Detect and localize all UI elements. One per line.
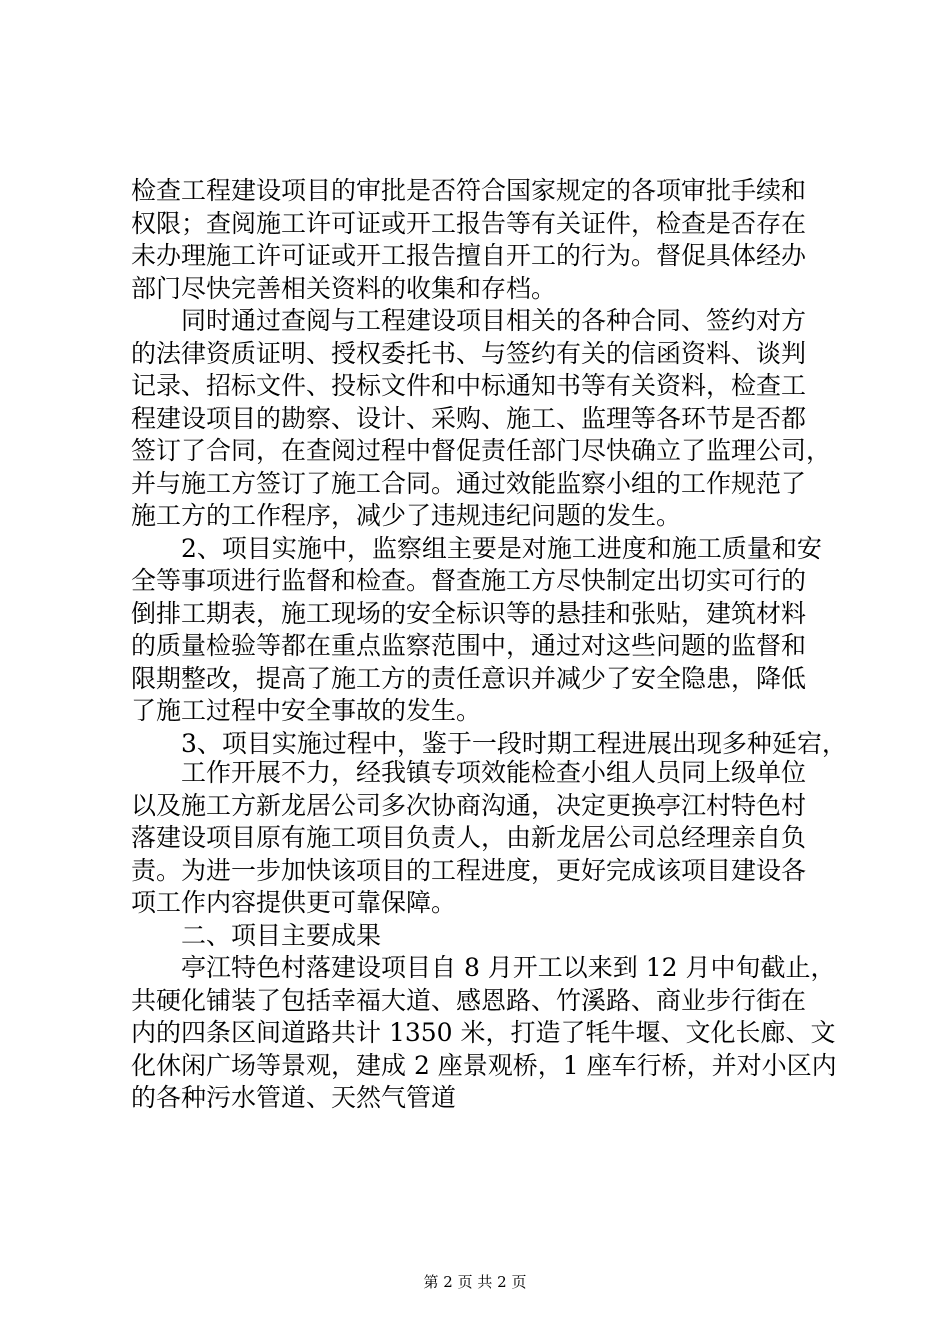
- text-line: 检查工程建设项目的审批是否符合国家规定的各项审批手续和: [131, 176, 807, 205]
- text-line: 同时通过查阅与工程建设项目相关的各种合同、签约对方: [181, 306, 807, 335]
- section-heading: 二、项目主要成果: [181, 920, 382, 950]
- text-line: 的法律资质证明、授权委托书、与签约有关的信函资料、谈判: [131, 338, 807, 368]
- text-line: 记录、招标文件、投标文件和中标通知书等有关资料，检查工: [131, 371, 807, 400]
- body-text-section-1: [131, 175, 847, 760]
- text-line: 3、项目实施过程中，鉴于一段时期工程进展出现多种延宕，: [181, 728, 847, 758]
- body-text-section-2: [131, 757, 837, 1115]
- text-line: 亭江特色村落建设项目自 8 月开工以来到 12 月中旬截止，: [181, 953, 836, 982]
- text-line: 全等事项进行监督和检查。督查施工方尽快制定出切实可行的: [131, 566, 807, 595]
- text-line: 2、项目实施中，监察组主要是对施工进度和施工质量和安: [181, 533, 822, 563]
- text-line: 以及施工方新龙居公司多次协商沟通，决定更换亭江村特色村: [131, 790, 807, 820]
- text-line: 施工方的工作程序，减少了违规违纪问题的发生。: [131, 501, 682, 530]
- text-line: 落建设项目原有施工项目负责人，由新龙居公司总经理亲自负: [131, 823, 807, 852]
- text-line: 了施工过程中安全事故的发生。: [131, 696, 482, 725]
- text-line: 签订了合同，在查阅过程中督促责任部门尽快确立了监理公司，: [131, 436, 832, 465]
- text-line: 限期整改，提高了施工方的责任意识并减少了安全隐患，降低: [131, 663, 807, 693]
- text-line: 的质量检验等都在重点监察范围中，通过对这些问题的监督和: [131, 631, 807, 660]
- text-line: 倒排工期表，施工现场的安全标识等的悬挂和张贴，建筑材料: [131, 598, 807, 628]
- text-line: 的各种污水管道、天然气管道: [131, 1083, 457, 1112]
- text-line: 并与施工方签订了施工合同。通过效能监察小组的工作规范了: [131, 468, 807, 498]
- text-line: 化休闲广场等景观，建成 2 座景观桥，1 座车行桥，并对小区内: [131, 1050, 837, 1080]
- text-line: 部门尽快完善相关资料的收集和存档。: [131, 273, 557, 303]
- text-line: 内的四条区间道路共计 1350 米，打造了牦牛堰、文化长廊、文: [131, 1018, 836, 1047]
- text-line: 程建设项目的勘察、设计、采购、施工、监理等各环节是否都: [131, 403, 807, 433]
- text-line: 项工作内容提供更可靠保障。: [131, 888, 457, 917]
- page-footer: [0, 1273, 950, 1291]
- text-line: 未办理施工许可证或开工报告擅自开工的行为。督促具体经办: [131, 241, 807, 270]
- text-line: 权限；查阅施工许可证或开工报告等有关证件，检查是否存在: [131, 208, 807, 238]
- page-number-label: 第 2 页 共 2 页: [423, 1273, 527, 1291]
- text-line: 工作开展不力，经我镇专项效能检查小组人员同上级单位: [181, 758, 807, 787]
- text-line: 责。为进一步加快该项目的工程进度，更好完成该项目建设各: [131, 855, 807, 885]
- text-line: 共硬化铺装了包括幸福大道、感恩路、竹溪路、商业步行街在: [131, 985, 807, 1015]
